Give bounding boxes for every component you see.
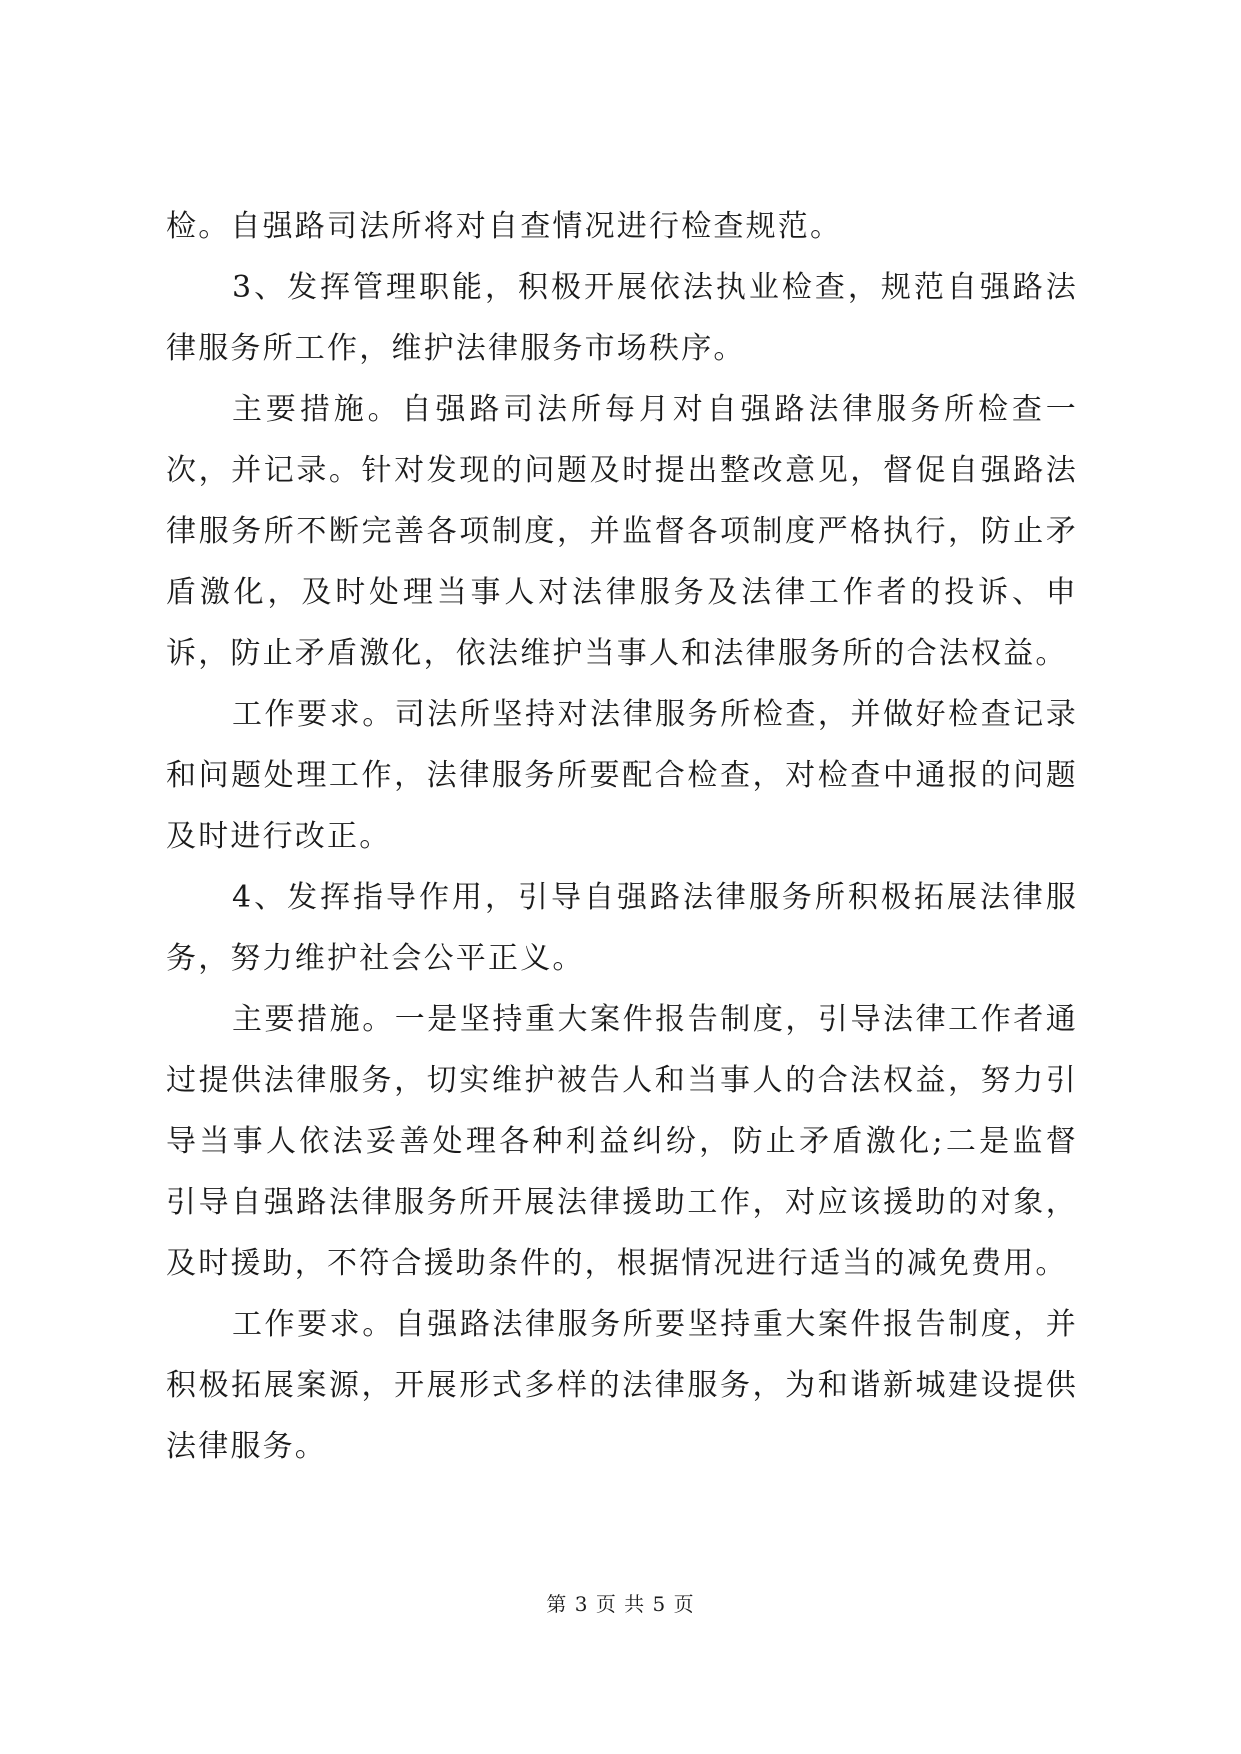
paragraph-item-4: 4、发挥指导作用，引导自强路法律服务所积极拓展法律服务，努力维护社会公平正义。 (166, 880, 1078, 976)
paragraph-continuation: 检。自强路司法所将对自查情况进行检查规范。 (166, 209, 843, 244)
document-body (166, 196, 1078, 1477)
paragraph-requirements-3: 工作要求。司法所坚持对法律服务所检查，并做好检查记录和问题处理工作，法律服务所要配合检查，对检查中通报的问题及时进行改正。 (166, 697, 1078, 854)
paragraph-requirements-4: 工作要求。自强路法律服务所要坚持重大案件报告制度，并积极拓展案源，开展形式多样的法律服务，为和谐新城建设提供法律服务。 (166, 1307, 1078, 1464)
page-number-label: 第 3 页 共 5 页 (546, 1592, 695, 1616)
paragraph-item-3: 3、发挥管理职能，积极开展依法执业检查，规范自强路法律服务所工作，维护法律服务市场秩序。 (166, 270, 1078, 366)
paragraph-measures-4: 主要措施。一是坚持重大案件报告制度，引导法律工作者通过提供法律服务，切实维护被告人和当事人的合法权益，努力引导当事人依法妥善处理各种利益纠纷，防止矛盾激化;二是监督引导自强路法律服务所开展法律援助工作，对应该援助的对象，及时援助，不符合援助条件的，根据情况进行适当的减免费用。 (166, 1002, 1078, 1281)
page-footer (0, 1588, 1241, 1617)
paragraph-measures-3: 主要措施。自强路司法所每月对自强路法律服务所检查一次，并记录。针对发现的问题及时提出整改意见，督促自强路法律服务所不断完善各项制度，并监督各项制度严格执行，防止矛盾激化，及时处理当事人对法律服务及法律工作者的投诉、申诉，防止矛盾激化，依法维护当事人和法律服务所的合法权益。 (166, 392, 1078, 671)
